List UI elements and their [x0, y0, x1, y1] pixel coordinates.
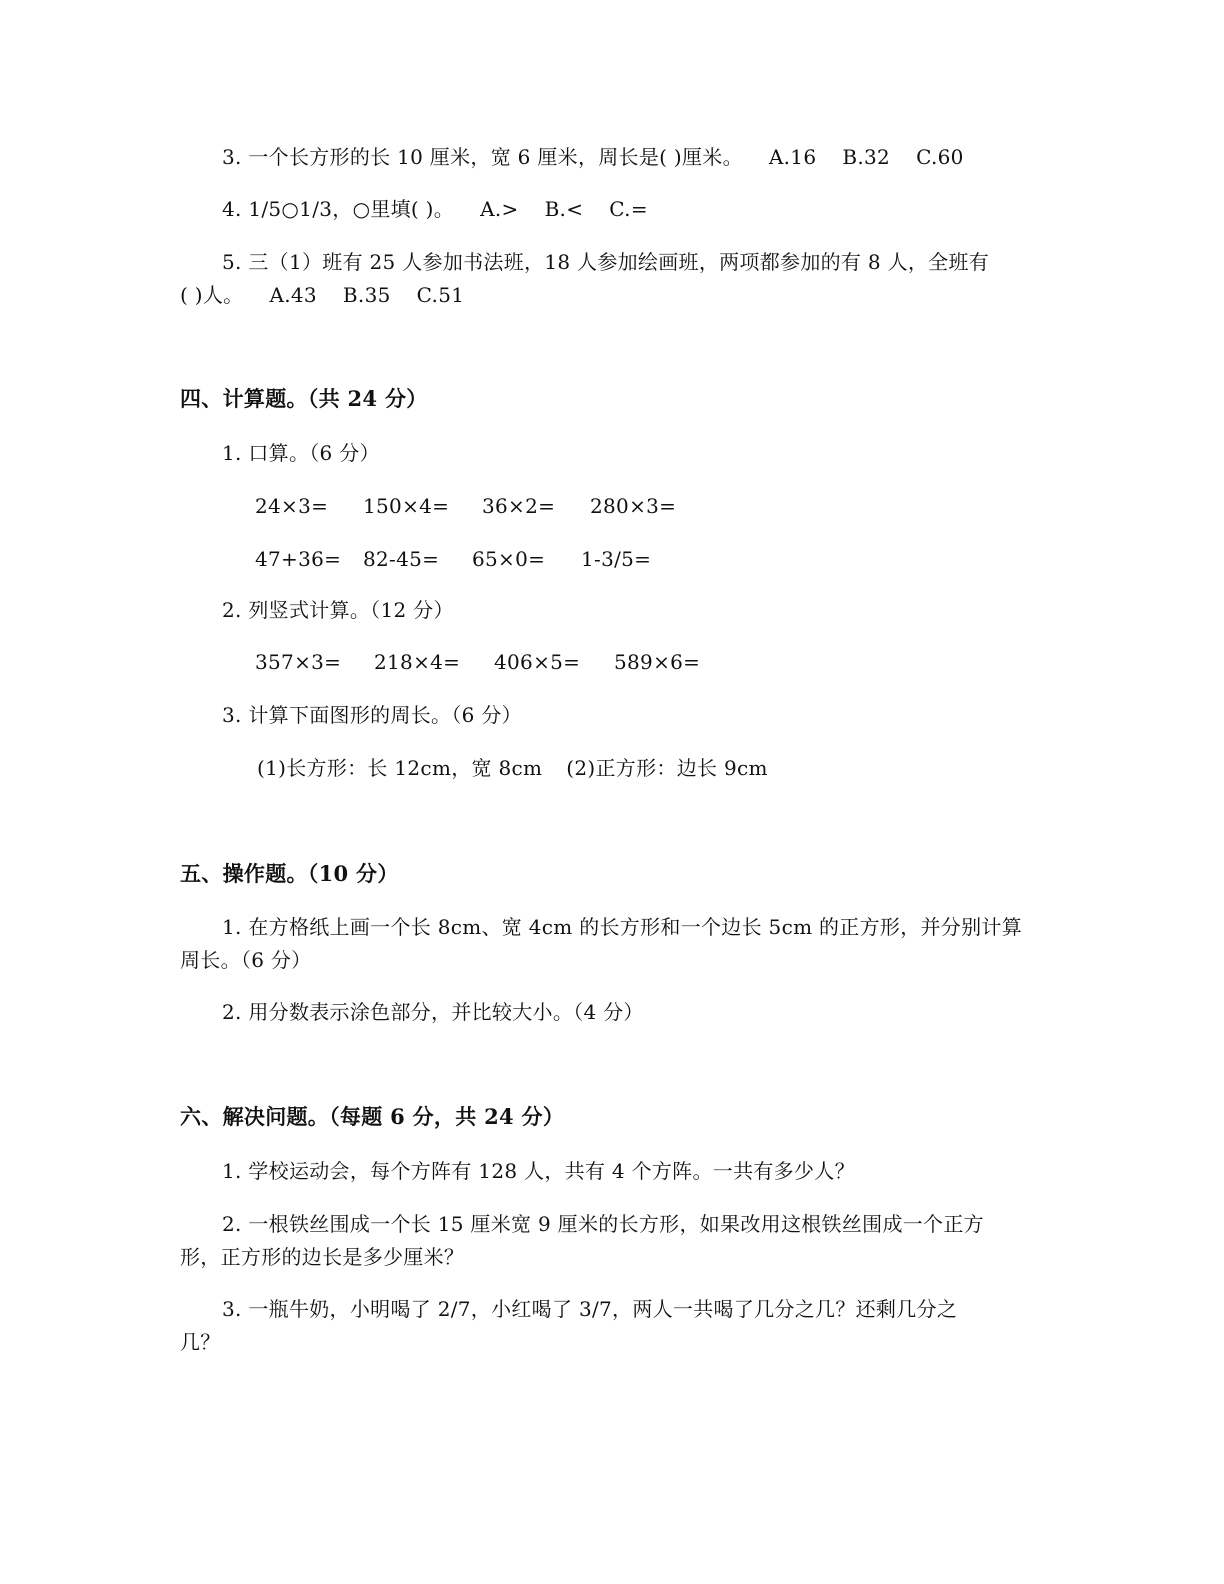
math-item: 82-45= [363, 547, 440, 571]
calc-q1-label: 1. 口算。（6 分） [222, 441, 380, 465]
option-a: A.43 [269, 283, 317, 307]
operation-q1-line2: 周长。（6 分） [180, 948, 312, 972]
calc-q2-label: 2. 列竖式计算。（12 分） [222, 598, 454, 622]
section-4-title: 四、计算题。（共 24 分） [180, 386, 428, 411]
question-text: 3. 一个长方形的长 10 厘米，宽 6 厘米，周长是( )厘米。 [222, 145, 743, 169]
operation-q1-line1: 1. 在方格纸上画一个长 8cm、宽 4cm 的长方形和一个边长 5cm 的正方形，并分别计算 [222, 915, 1022, 939]
math-item: 357×3= [255, 650, 342, 674]
option-a: A.> [480, 197, 519, 221]
option-a: A.16 [768, 145, 817, 169]
option-c: C.60 [916, 145, 964, 169]
choice-question-4 [222, 192, 648, 226]
math-item: 406×5= [494, 650, 581, 674]
math-item: 589×6= [614, 650, 701, 674]
mental-math-row-1 [255, 489, 676, 523]
problem-q2-line2: 形，正方形的边长是多少厘米？ [180, 1245, 465, 1269]
option-c: C.= [609, 197, 648, 221]
vertical-calc-row [255, 645, 700, 679]
option-c: C.51 [416, 283, 465, 307]
option-b: B.< [544, 197, 584, 221]
problem-q1: 1. 学校运动会，每个方阵有 128 人，共有 4 个方阵。一共有多少人？ [222, 1159, 855, 1183]
math-item: 150×4= [363, 494, 450, 518]
math-item: 280×3= [590, 494, 677, 518]
operation-q2: 2. 用分数表示涂色部分，并比较大小。（4 分） [222, 1000, 644, 1024]
problem-q3-line1: 3. 一瓶牛奶，小明喝了 2/7，小红喝了 3/7，两人一共喝了几分之几？还剩几分之 [222, 1297, 958, 1321]
mental-math-row-2 [255, 542, 651, 576]
choice-question-5-line1: 5. 三（1）班有 25 人参加书法班，18 人参加绘画班，两项都参加的有 8 人，全班有 [222, 250, 990, 274]
option-b: B.32 [842, 145, 891, 169]
section-5-title: 五、操作题。（10 分） [180, 861, 399, 886]
question-text: ( )人。 [180, 283, 244, 307]
math-item: 65×0= [472, 547, 546, 571]
rectangle-spec: (1)长方形：长 12cm，宽 8cm [257, 756, 543, 780]
choice-question-3 [222, 140, 964, 174]
problem-q2-line1: 2. 一根铁丝围成一个长 15 厘米宽 9 厘米的长方形，如果改用这根铁丝围成一个正方 [222, 1212, 984, 1236]
math-item: 36×2= [482, 494, 556, 518]
math-item: 218×4= [374, 650, 461, 674]
choice-question-5-line2 [180, 278, 464, 312]
math-item: 24×3= [255, 494, 329, 518]
problem-q3-line2: 几？ [180, 1330, 221, 1354]
option-b: B.35 [342, 283, 391, 307]
section-6-title: 六、解决问题。（每题 6 分，共 24 分） [180, 1104, 565, 1129]
calc-q3-label: 3. 计算下面图形的周长。（6 分） [222, 703, 522, 727]
question-text: 4. 1/5○1/3，○里填( )。 [222, 197, 455, 221]
math-item: 47+36= [255, 547, 342, 571]
math-item: 1-3/5= [581, 547, 652, 571]
perimeter-shapes [257, 751, 768, 785]
square-spec: (2)正方形：边长 9cm [566, 756, 768, 780]
